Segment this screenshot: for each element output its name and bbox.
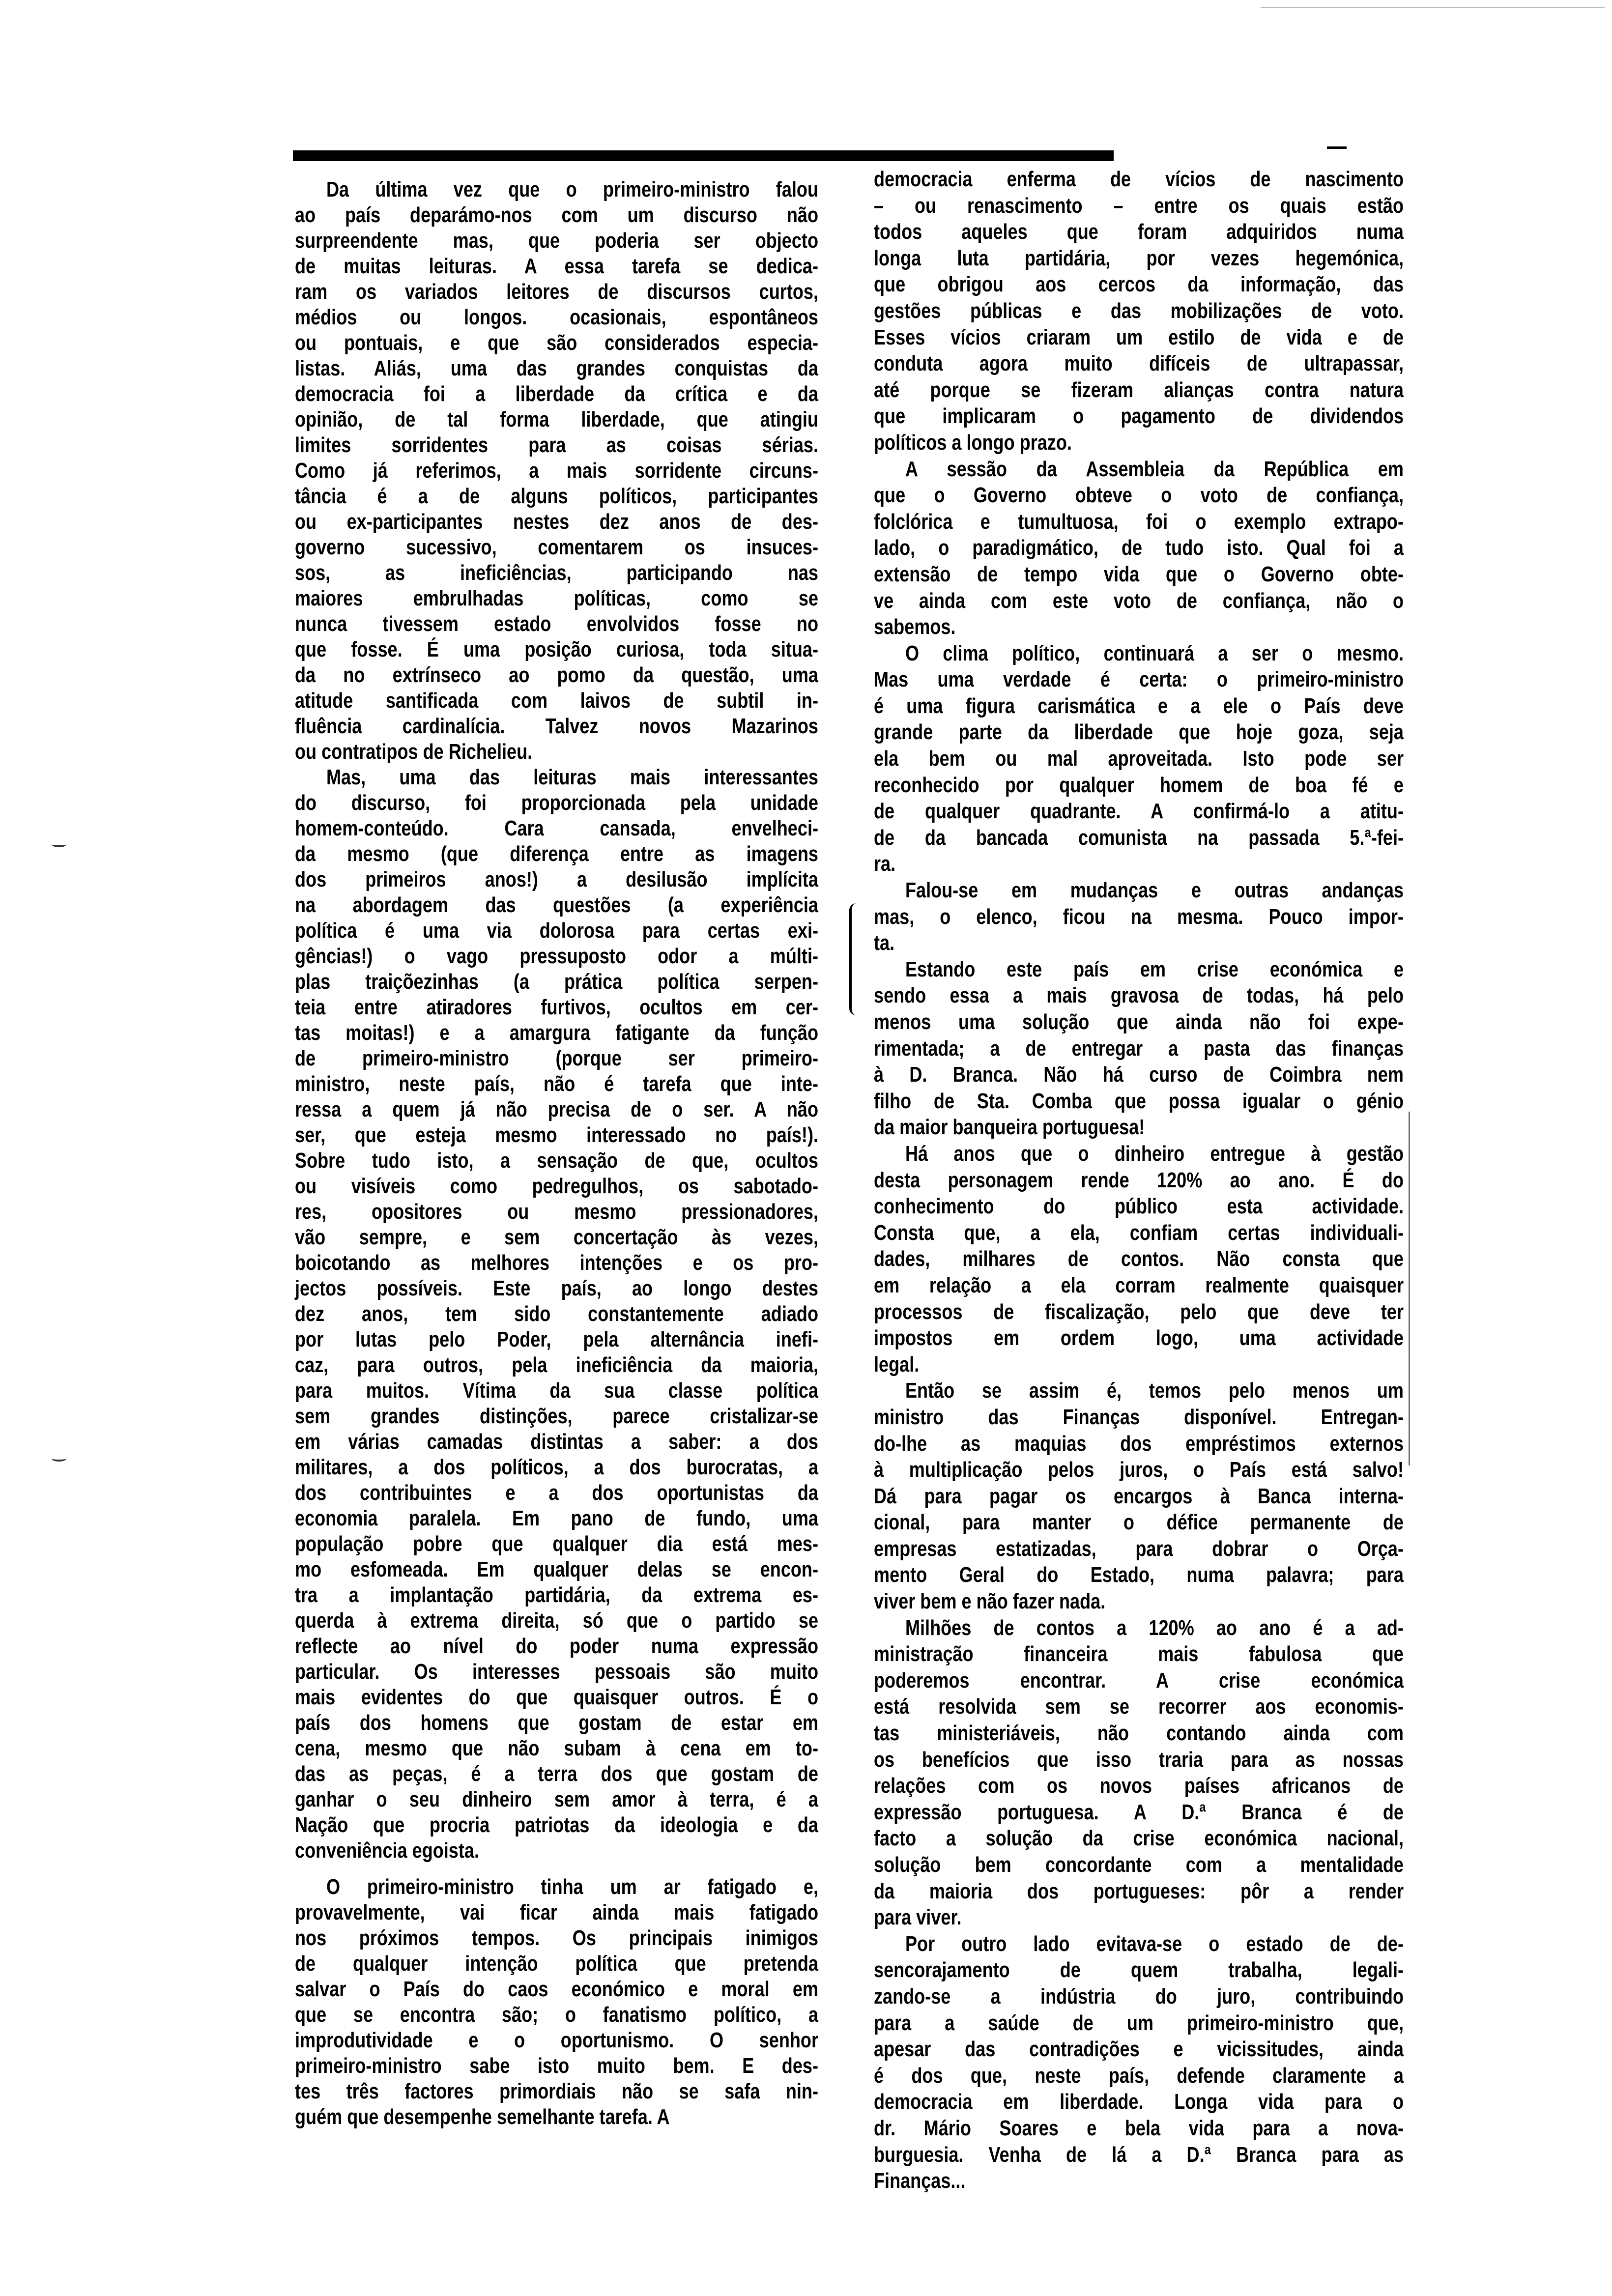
text-line: que implicaram o pagamento de dividendos [874, 404, 1404, 429]
text-line: cena, mesmo que não subam à cena em to- [295, 1736, 818, 1760]
text-line: ta. [874, 931, 895, 955]
text-line: Esses vícios criaram um estilo de vida e de [874, 325, 1404, 349]
text-line: nunca tivessem estado envolvidos fosse no [295, 612, 818, 636]
text-line: dez anos, tem sido constantemente adiado [295, 1302, 818, 1326]
text-line: tas moitas!) e a amargura fatigante da função [295, 1021, 818, 1045]
text-line: longa luta partidária, por vezes hegemónica, [874, 246, 1404, 270]
text-line: governo sucessivo, comentarem os insuces- [295, 535, 818, 559]
text-line: ministração financeira mais fabulosa que [874, 1642, 1404, 1666]
text-line: em relação a ela corram realmente quaisquer [874, 1273, 1404, 1297]
text-line: da mesmo (que diferença entre as imagens [295, 842, 818, 866]
text-line: à D. Branca. Não há curso de Coimbra nem [874, 1062, 1404, 1087]
text-line: jectos possíveis. Este país, ao longo destes [295, 1276, 818, 1300]
text-line: salvar o País do caos económico e moral em [295, 1977, 818, 2001]
text-line: da maior banqueira portuguesa! [874, 1115, 1145, 1140]
text-line: ao país deparámo-nos com um discurso não [295, 203, 818, 227]
text-line: Da última vez que o primeiro-ministro falou [326, 177, 818, 201]
text-line: para viver. [874, 1905, 962, 1930]
text-line: – ou renascimento – entre os quais estão [874, 193, 1404, 218]
text-line: ela bem ou mal aproveitada. Isto pode ser [874, 746, 1404, 771]
text-line: sabemos. [874, 615, 956, 639]
text-line: improdutividade e o oportunismo. O senhor [295, 2028, 818, 2052]
text-line: atitude santificada com laivos de subtil in- [295, 689, 818, 713]
text-line: nos próximos tempos. Os principais inimigos [295, 1926, 818, 1950]
text-line: Consta que, a ela, confiam certas individuali- [874, 1220, 1404, 1245]
text-line: vão sempre, e sem concertação às vezes, [295, 1225, 818, 1249]
paragraph [295, 177, 818, 765]
text-line: guém que desempenhe semelhante tarefa. A [295, 2105, 670, 2129]
text-line: do-lhe as maquias dos empréstimos externos [874, 1431, 1404, 1456]
text-line: do discurso, foi proporcionada pela unidade [295, 791, 818, 815]
text-line: Então se assim é, temos pelo menos um [905, 1378, 1404, 1403]
text-line: democracia foi a liberdade da crítica e da [295, 382, 818, 406]
text-line: limites sorridentes para as coisas sérias. [295, 433, 818, 457]
text-line: Como já referimos, a mais sorridente circuns- [295, 459, 818, 483]
article-column-right [874, 166, 1404, 2194]
text-line: ou contratipos de Richelieu. [295, 740, 533, 764]
text-line: conhecimento do público esta actividade. [874, 1194, 1404, 1219]
text-line: Estando este país em crise económica e [905, 957, 1404, 981]
text-line: política é uma via dolorosa para certas exi- [295, 918, 818, 943]
text-line: dades, milhares de contos. Não consta que [874, 1247, 1404, 1271]
text-line: ou ex-participantes nestes dez anos de des- [295, 510, 818, 534]
text-line: de qualquer quadrante. A confirmá-lo a atitu- [874, 799, 1404, 824]
text-line: que fosse. É uma posição curiosa, toda situa- [295, 637, 818, 661]
paragraph [874, 1931, 1404, 2194]
article-column-left [295, 177, 818, 2130]
text-line: Finanças... [874, 2169, 966, 2193]
paragraph [874, 166, 1404, 456]
text-line: de qualquer intenção política que pretenda [295, 1952, 818, 1976]
text-line: Mas uma verdade é certa: o primeiro-ministro [874, 667, 1404, 692]
text-line: que o Governo obteve o voto de confiança, [874, 483, 1404, 508]
text-line: O primeiro-ministro tinha um ar fatigado e, [326, 1875, 818, 1899]
text-line: ou pontuais, e que são considerados especia- [295, 331, 818, 355]
text-line: de primeiro-ministro (porque ser primeiro- [295, 1046, 818, 1070]
text-line: cional, para manter o défice permanente de [874, 1510, 1404, 1535]
text-line: viver bem e não fazer nada. [874, 1589, 1106, 1614]
text-line: Há anos que o dinheiro entregue à gestão [905, 1141, 1404, 1166]
text-line: economia paralela. Em pano de fundo, uma [295, 1506, 818, 1530]
paragraph [874, 956, 1404, 1141]
text-line: sendo essa a mais gravosa de todas, há pelo [874, 983, 1404, 1008]
text-line: para a saúde de um primeiro-ministro que, [874, 2010, 1404, 2035]
text-line: da maioria dos portugueses: pôr a render [874, 1879, 1404, 1903]
text-line: solução bem concordante com a mentalidade [874, 1853, 1404, 1877]
text-line: que obrigou aos cercos da informação, das [874, 272, 1404, 297]
text-line: população pobre que qualquer dia está mes- [295, 1532, 818, 1556]
text-line: gências!) o vago pressuposto odor a múlti- [295, 944, 818, 968]
scan-edge-line [1261, 7, 1605, 8]
text-line: primeiro-ministro sabe isto muito bem. E des- [295, 2054, 818, 2078]
text-line: está resolvida sem se recorrer aos economis- [874, 1694, 1404, 1719]
text-line: mas, o elenco, ficou na mesma. Pouco impor- [874, 904, 1404, 929]
corner-mark [1327, 146, 1347, 149]
paragraph [874, 456, 1404, 640]
text-line: particular. Os interesses pessoais são muito [295, 1660, 818, 1684]
text-line: dos primeiros anos!) a desilusão implícita [295, 867, 818, 891]
text-line: filho de Sta. Comba que possa igualar o génio [874, 1089, 1404, 1113]
header-rule [293, 150, 1114, 161]
text-line: até porque se fizeram alianças contra natura [874, 377, 1404, 402]
text-line: à multiplicação pelos juros, o País está salvo! [874, 1458, 1404, 1482]
text-line: expressão portuguesa. A D.ª Branca é de [874, 1800, 1404, 1824]
text-line: Falou-se em mudanças e outras andanças [905, 878, 1404, 903]
text-line: provavelmente, vai ficar ainda mais fatigado [295, 1900, 818, 1924]
text-line: tas ministeriáveis, não contando ainda com [874, 1721, 1404, 1746]
text-line: Nação que procria patriotas da ideologia e da [295, 1813, 818, 1837]
text-line: ressa a quem já não precisa de o ser. A não [295, 1097, 818, 1121]
paragraph [874, 1378, 1404, 1614]
text-line: tra a implantação partidária, da extrema es- [295, 1583, 818, 1607]
text-line: ministro das Finanças disponível. Entregan- [874, 1405, 1404, 1429]
text-line: na abordagem das questões (a experiência [295, 893, 818, 917]
handwritten-bracket [849, 903, 860, 1015]
text-line: Milhões de contos a 120% ao ano é a ad- [905, 1615, 1404, 1640]
text-line: rimentada; a de entregar a pasta das finanças [874, 1036, 1404, 1061]
text-line: mo esfomeada. Em qualquer delas se encon- [295, 1557, 818, 1581]
text-line: dr. Mário Soares e bela vida para a nova- [874, 2116, 1404, 2140]
paragraph [295, 765, 818, 1864]
paragraph [295, 1874, 818, 2130]
text-line: de da bancada comunista na passada 5.ª-fei- [874, 825, 1404, 850]
text-line: A sessão da Assembleia da República em [905, 457, 1404, 481]
text-line: das as peças, é a terra dos que gostam de [295, 1762, 818, 1786]
text-line: país dos homens que gostam de estar em [295, 1711, 818, 1735]
text-line: ram os variados leitores de discursos curtos, [295, 280, 818, 304]
text-line: gestões públicas e das mobilizações de voto. [874, 298, 1404, 323]
text-line: extensão de tempo vida que o Governo obte- [874, 562, 1404, 586]
text-line: ou visíveis como pedregulhos, os sabotado- [295, 1174, 818, 1198]
text-line: de muitas leituras. A essa tarefa se dedica- [295, 254, 818, 278]
text-line: sos, as ineficiências, participando nas [295, 561, 818, 585]
paragraph [874, 1141, 1404, 1378]
text-line: por lutas pelo Poder, pela alternância inefi- [295, 1327, 818, 1351]
text-line: os benefícios que isso traria para as nossas [874, 1747, 1404, 1772]
text-line: legal. [874, 1352, 920, 1377]
text-line: sencorajamento de quem trabalha, legali- [874, 1958, 1404, 1982]
text-line: lado, o paradigmático, de tudo isto. Qual foi a [874, 536, 1404, 560]
text-line: conveniência egoista. [295, 1838, 479, 1863]
text-line: que se encontra são; o fanatismo político, a [295, 2003, 818, 2027]
margin-mark [52, 1456, 66, 1462]
text-line: teia entre atiradores furtivos, ocultos em cer- [295, 995, 818, 1019]
text-line: tes três factores primordiais não se safa nin- [295, 2079, 818, 2103]
text-line: boicotando as melhores intenções e os pro- [295, 1251, 818, 1275]
text-line: relações com os novos países africanos de [874, 1774, 1404, 1798]
text-line: para muitos. Vítima da sua classe política [295, 1378, 818, 1403]
text-line: da no extrínseco ao pomo da questão, uma [295, 663, 818, 687]
text-line: Por outro lado evitava-se o estado de de- [905, 1931, 1404, 1956]
text-line: fluência cardinalícia. Talvez novos Mazarinos [295, 714, 818, 738]
text-line: impostos em ordem logo, uma actividade [874, 1326, 1404, 1350]
text-line: políticos a longo prazo. [874, 430, 1072, 455]
text-line: zando-se a indústria do juro, contribuindo [874, 1984, 1404, 2009]
text-line: O clima político, continuará a ser o mesmo. [905, 641, 1404, 665]
text-line: grande parte da liberdade que hoje goza, seja [874, 720, 1404, 745]
text-line: Sobre tudo isto, a sensação de que, ocultos [295, 1148, 818, 1173]
text-line: empresas estatizadas, para dobrar o Orça- [874, 1536, 1404, 1561]
text-line: opinião, de tal forma liberdade, que atingiu [295, 407, 818, 431]
text-line: menos uma solução que ainda não foi expe- [874, 1010, 1404, 1034]
text-line: todos aqueles que foram adquiridos numa [874, 220, 1404, 244]
text-line: democracia enferma de vícios de nascimento [874, 167, 1404, 191]
text-line: burguesia. Venha de lá a D.ª Branca para as [874, 2142, 1404, 2167]
text-line: plas traiçõezinhas (a prática política serpen- [295, 970, 818, 994]
text-line: democracia em liberdade. Longa vida para o [874, 2090, 1404, 2114]
text-line: sem grandes distinções, parece cristalizar-se [295, 1404, 818, 1428]
text-line: homem-conteúdo. Cara cansada, envelheci- [295, 816, 818, 840]
paragraph [874, 877, 1404, 956]
text-line: médios ou longos. ocasionais, espontâneos [295, 305, 818, 329]
text-line: processos de fiscalização, pelo que deve ter [874, 1299, 1404, 1324]
text-line: reflecte ao nível do poder numa expressão [295, 1634, 818, 1658]
text-line: militares, a dos políticos, a dos burocratas, a [295, 1455, 818, 1479]
text-line: ministro, neste país, não é tarefa que inte- [295, 1072, 818, 1096]
text-line: folclórica e tumultuosa, foi o exemplo extrapo- [874, 509, 1404, 534]
text-line: ra. [874, 852, 896, 876]
text-line: Mas, uma das leituras mais interessantes [326, 765, 818, 789]
text-line: mento Geral do Estado, numa palavra; para [874, 1563, 1404, 1587]
margin-mark [52, 841, 66, 847]
text-line: maiores embrulhadas políticas, como se [295, 586, 818, 610]
text-line: apesar das contradições e vicissitudes, ainda [874, 2037, 1404, 2062]
text-line: mais evidentes do que quaisquer outros. É o [295, 1685, 818, 1709]
text-line: desta personagem rende 120% ao ano. É do [874, 1168, 1404, 1192]
text-line: dos contribuintes e a dos oportunistas da [295, 1481, 818, 1505]
text-line: em várias camadas distintas a saber: a dos [295, 1430, 818, 1454]
text-line: Dá para pagar os encargos à Banca interna- [874, 1484, 1404, 1508]
paragraph [874, 640, 1404, 877]
text-line: poderemos encontrar. A crise económica [874, 1668, 1404, 1693]
text-line: reconhecido por qualquer homem de boa fé e [874, 773, 1404, 797]
text-line: ve ainda com este voto de confiança, não o [874, 588, 1404, 613]
text-line: listas. Aliás, uma das grandes conquistas da [295, 356, 818, 380]
text-line: ganhar o seu dinheiro sem amor à terra, é a [295, 1787, 818, 1811]
text-line: facto a solução da crise económica nacional, [874, 1826, 1404, 1851]
text-line: conduta agora muito difíceis de ultrapassar, [874, 351, 1404, 376]
paragraph [874, 1615, 1404, 1931]
text-line: querda à extrema direita, só que o partido se [295, 1608, 818, 1633]
text-line: surpreendente mas, que poderia ser objecto [295, 229, 818, 253]
text-line: res, opositores ou mesmo pressionadores, [295, 1200, 818, 1224]
margin-line [1409, 1112, 1410, 1465]
text-line: ser, que esteja mesmo interessado no país!). [295, 1123, 818, 1147]
text-line: tância é a de alguns políticos, participantes [295, 484, 818, 508]
text-line: é dos que, neste país, defende claramente a [874, 2063, 1404, 2088]
text-line: é uma figura carismática e a ele o País deve [874, 693, 1404, 718]
text-line: caz, para outros, pela ineficiência da maioria, [295, 1353, 818, 1377]
